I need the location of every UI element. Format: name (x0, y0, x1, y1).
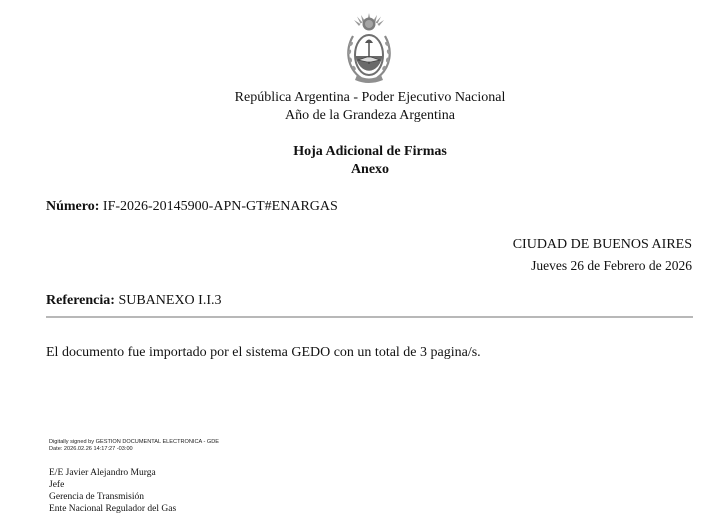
document-number-row (46, 198, 338, 215)
digital-signature-line: Digitally signed by GESTION DOCUMENTAL ELECTRONICA - GDE (49, 439, 220, 445)
reference-value: SUBANEXO I.I.3 (118, 293, 222, 308)
body-paragraph: El documento fue importado por el sistema GEDO con un total de 3 pagina/s. (46, 345, 481, 360)
reference-row (46, 292, 222, 309)
document-subtitle: Anexo (350, 162, 390, 177)
argentina-coat-of-arms-icon (343, 12, 395, 86)
signer-name: E/E Javier Alejandro Murga (49, 468, 156, 478)
reference-label: Referencia: (46, 293, 115, 308)
document-number-value: IF-2026-20145900-APN-GT#ENARGAS (102, 199, 338, 214)
header-year-motto: Año de la Grandeza Argentina (284, 108, 455, 123)
document-number-label: Número: (46, 199, 100, 214)
signer-department: Gerencia de Transmisión (49, 492, 144, 502)
document-date: Jueves 26 de Febrero de 2026 (531, 258, 692, 273)
header-government-name: República Argentina - Poder Ejecutivo Nacional (234, 90, 506, 105)
signer-organization: Ente Nacional Regulador del Gas (49, 504, 177, 514)
document-title: Hoja Adicional de Firmas (293, 144, 447, 159)
section-divider (46, 316, 693, 318)
digital-signature-date: Date: 2026.02.26 14:17:27 -03:00 (49, 446, 133, 452)
document-city: CIUDAD DE BUENOS AIRES (512, 237, 692, 252)
signer-title: Jefe (49, 480, 65, 490)
